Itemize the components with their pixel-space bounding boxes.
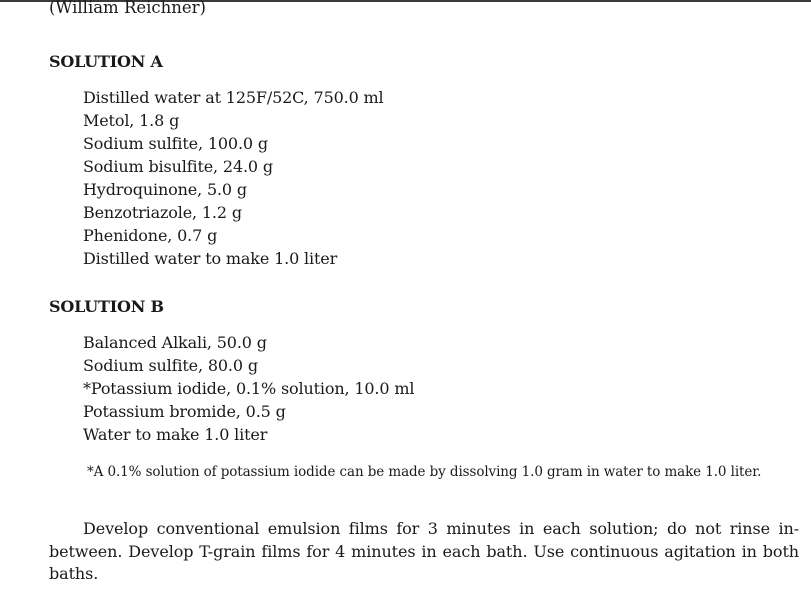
ingredient-item: Balanced Alkali, 50.0 g — [83, 333, 267, 352]
ingredient-item: *Potassium iodide, 0.1% solution, 10.0 ml — [83, 379, 415, 398]
ingredient-item: Benzotriazole, 1.2 g — [83, 203, 242, 222]
ingredient-item: Distilled water to make 1.0 liter — [83, 249, 338, 268]
author-attribution: (William Reichner) — [49, 0, 206, 17]
ingredient-item: Sodium sulfite, 100.0 g — [83, 134, 268, 153]
ingredient-item: Sodium sulfite, 80.0 g — [83, 356, 258, 375]
ingredient-item: Phenidone, 0.7 g — [83, 226, 218, 245]
solution-b-heading: SOLUTION B — [49, 297, 164, 316]
solution-b-ingredient-list — [83, 331, 414, 446]
solution-a-ingredient-list — [83, 86, 384, 270]
development-instructions: Develop conventional emulsion films for 3 minutes in each solution; do not rinse in-between. Develop T-grain films for 4 minutes in each bath. Use continuous agitation in both baths. — [49, 519, 799, 583]
ingredient-item: Potassium bromide, 0.5 g — [83, 402, 286, 421]
ingredient-item: Water to make 1.0 liter — [83, 425, 268, 444]
ingredient-item: Metol, 1.8 g — [83, 111, 180, 130]
ingredient-item: Sodium bisulfite, 24.0 g — [83, 157, 273, 176]
solution-a-heading: SOLUTION A — [49, 52, 163, 71]
footnote-text: *A 0.1% solution of potassium iodide can be made by dissolving 1.0 gram in water to make 1.0 liter. — [87, 464, 762, 480]
ingredient-item: Hydroquinone, 5.0 g — [83, 180, 247, 199]
ingredient-item: Distilled water at 125F/52C, 750.0 ml — [83, 88, 384, 107]
